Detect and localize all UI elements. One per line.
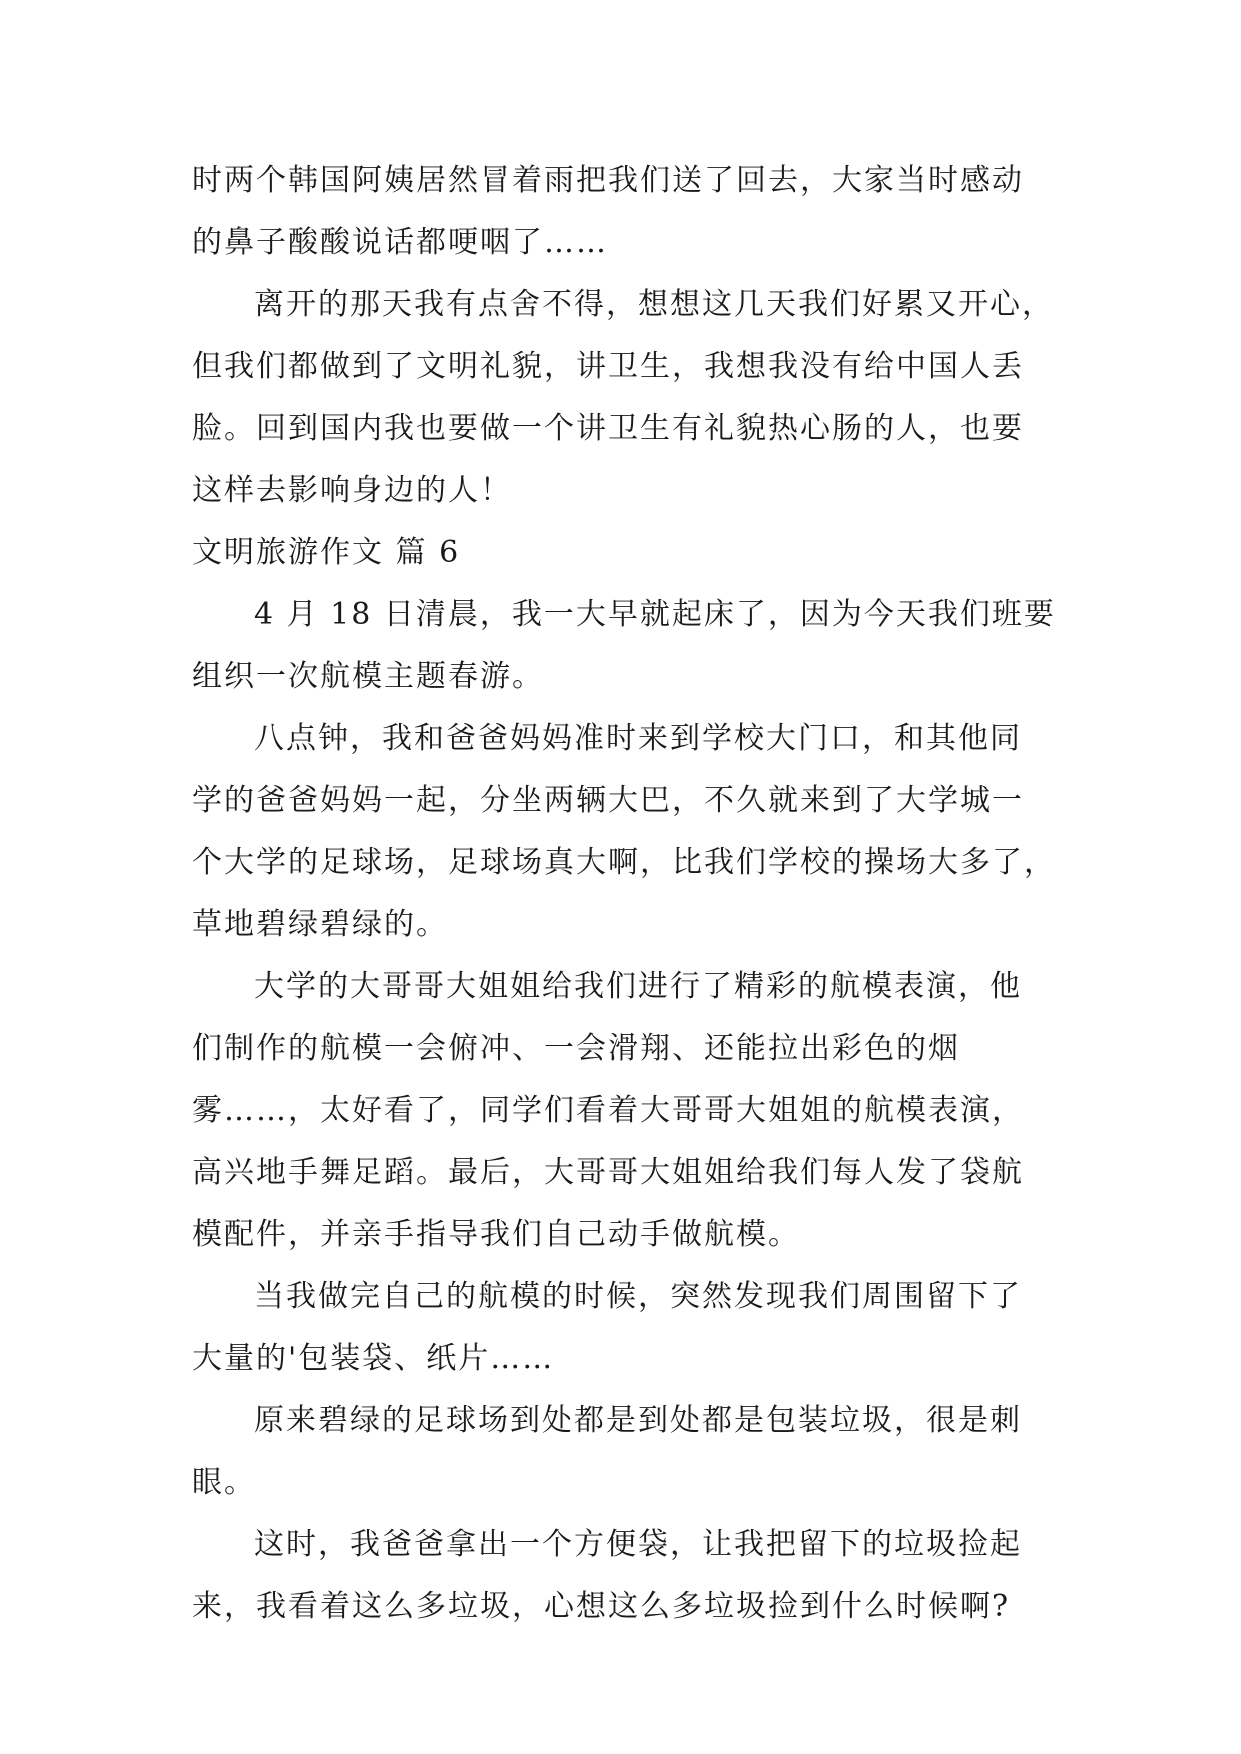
paragraph-line: 学的爸爸妈妈一起，分坐两辆大巴，不久就来到了大学城一 [192,783,1024,818]
paragraph-line: 来，我看着这么多垃圾，心想这么多垃圾捡到什么时候啊? [192,1589,1011,1624]
paragraph-line: 们制作的航模一会俯冲、一会滑翔、还能拉出彩色的烟 [192,1031,960,1066]
essay-body [192,159,1072,1647]
paragraph-line: 模配件，并亲手指导我们自己动手做航模。 [192,1217,800,1252]
paragraph-line: 4 月 18 日清晨，我一大早就起床了，因为今天我们班要 [254,597,1056,632]
paragraph-line: 的鼻子酸酸说话都哽咽了…… [192,225,608,260]
paragraph-line: 但我们都做到了文明礼貌，讲卫生，我想我没有给中国人丢 [192,349,1024,384]
paragraph-line: 原来碧绿的足球场到处都是到处都是包装垃圾，很是刺 [254,1403,1022,1438]
paragraph-line: 个大学的足球场，足球场真大啊，比我们学校的操场大多了， [192,845,1056,880]
paragraph-line: 雾……，太好看了，同学们看着大哥哥大姐姐的航模表演， [192,1093,1024,1128]
paragraph-line: 组织一次航模主题春游。 [192,659,544,694]
paragraph-line: 当我做完自己的航模的时候，突然发现我们周围留下了 [254,1279,1022,1314]
paragraph-line: 大学的大哥哥大姐姐给我们进行了精彩的航模表演，他 [254,969,1022,1004]
paragraph-line: 这样去影响身边的人！ [192,473,512,508]
paragraph-line: 大量的'包装袋、纸片…… [192,1341,555,1376]
paragraph-line: 高兴地手舞足蹈。最后，大哥哥大姐姐给我们每人发了袋航 [192,1155,1024,1190]
paragraph-line: 草地碧绿碧绿的。 [192,907,448,942]
paragraph-line: 时两个韩国阿姨居然冒着雨把我们送了回去，大家当时感动 [192,163,1024,198]
section-heading: 文明旅游作文 篇 6 [192,535,461,570]
paragraph-line: 这时，我爸爸拿出一个方便袋，让我把留下的垃圾捡起 [254,1527,1022,1562]
paragraph-line: 离开的那天我有点舍不得，想想这几天我们好累又开心， [254,287,1054,322]
paragraph-line: 眼。 [192,1465,256,1500]
paragraph-line: 八点钟，我和爸爸妈妈准时来到学校大门口，和其他同 [254,721,1022,756]
paragraph-line: 脸。回到国内我也要做一个讲卫生有礼貌热心肠的人，也要 [192,411,1024,446]
